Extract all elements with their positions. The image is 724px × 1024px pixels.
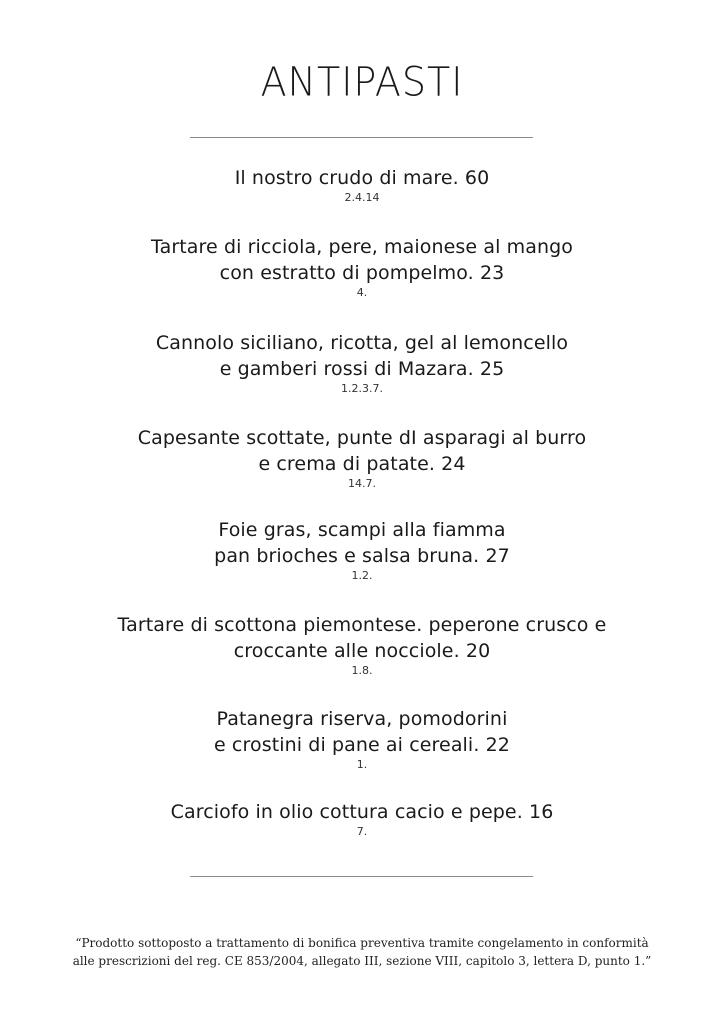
dish-item (0, 612, 724, 678)
dish-line: croccante alle nocciole. 20 (233, 640, 491, 662)
dish-line: Tartare di ricciola, pere, maionese al mango (151, 236, 573, 258)
footnote-line: alle prescrizioni del reg. CE 853/2004, allegato III, sezione VIII, capitolo 3, lettera D, punto 1.” (72, 954, 652, 968)
dish-line: Il nostro crudo di mare. 60 (234, 167, 490, 189)
dish-item (0, 330, 724, 396)
dish-item (0, 234, 724, 300)
dish-allergens: 1. (356, 758, 368, 771)
dish-line: con estratto di pompelmo. 23 (219, 262, 505, 284)
legal-footnote (40, 934, 684, 970)
dish-item (0, 706, 724, 772)
dish-item (0, 517, 724, 583)
dish-allergens: 1.2. (351, 569, 373, 582)
dish-line: e crostini di pane ai cereali. 22 (214, 734, 510, 756)
dish-item (0, 165, 724, 205)
dish-line: Tartare di scottona piemontese. peperone crusco e (117, 614, 607, 636)
dish-line: Cannolo siciliano, ricotta, gel al lemoncello (155, 332, 569, 354)
footnote-line: “Prodotto sottoposto a trattamento di bonifica preventiva tramite congelamento in conformità (75, 936, 649, 950)
dish-allergens: 1.2.3.7. (341, 382, 383, 395)
dish-allergens: 2.4.14 (344, 191, 380, 204)
dish-line: pan brioches e salsa bruna. 27 (214, 545, 510, 567)
dish-line: Carciofo in olio cottura cacio e pepe. 16 (170, 801, 554, 823)
dish-line: Foie gras, scampi alla fiamma (218, 519, 506, 541)
dish-item (0, 799, 724, 839)
page-title: ANTIPASTI (260, 58, 464, 106)
dish-line: Capesante scottate, punte dI asparagi al burro (137, 427, 587, 449)
dish-item (0, 425, 724, 491)
dish-allergens: 4. (356, 286, 368, 299)
top-divider (190, 137, 533, 138)
dish-line: e crema di patate. 24 (258, 453, 466, 475)
dish-line: Patanegra riserva, pomodorini (216, 708, 508, 730)
dish-allergens: 1.8. (351, 664, 373, 677)
dish-line: e gamberi rossi di Mazara. 25 (219, 358, 505, 380)
dish-allergens: 14.7. (348, 477, 376, 490)
dish-allergens: 7. (356, 825, 368, 838)
bottom-divider (190, 876, 533, 877)
